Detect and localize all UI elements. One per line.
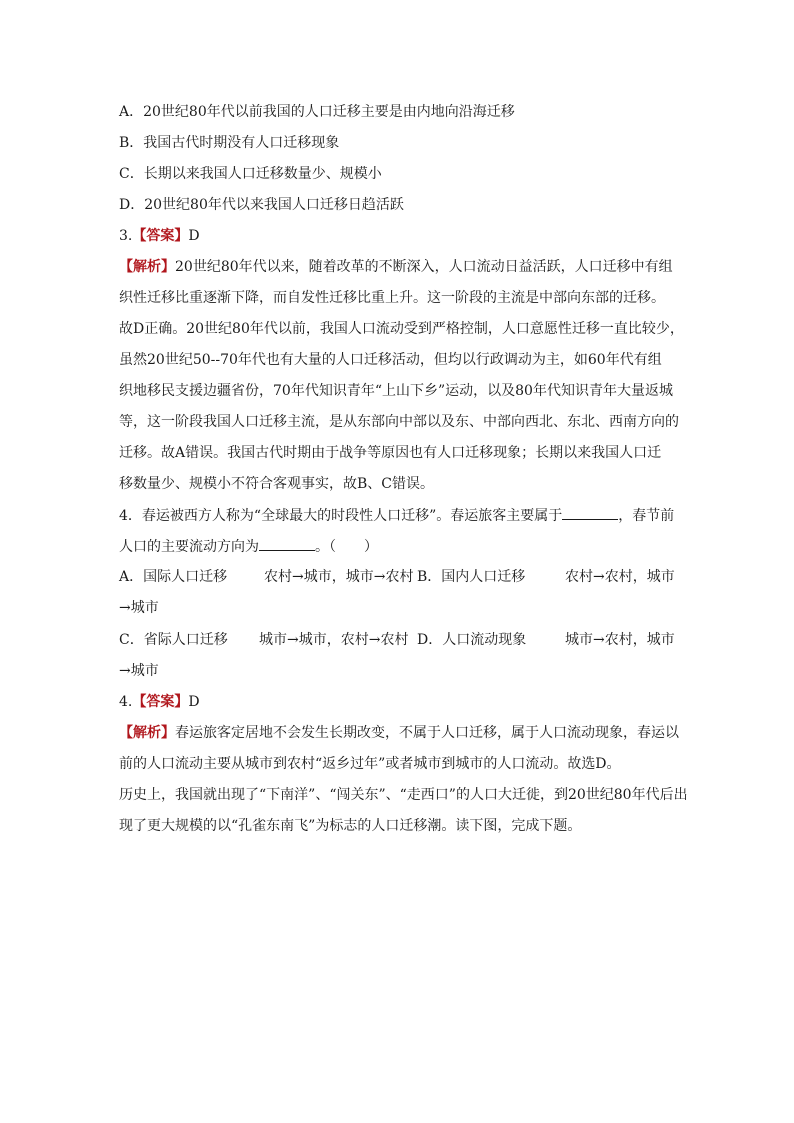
q3-option-a: A．20世纪80年代以前我国的人口迁移主要是由内地向沿海迁移 [119, 104, 515, 120]
q3-analysis-text: 20世纪80年代以来，随着改革的不断深入，人口流动日益活跃，人口迁移中有组 [175, 259, 673, 275]
q3-option-b: B．我国古代时期没有人口迁移现象 [119, 135, 340, 151]
q4-analysis-line-1 [119, 723, 679, 743]
q4-stem-text-2a: 人口的主要流动方向为 [119, 539, 259, 555]
q4-analysis-label: 【解析】 [119, 725, 175, 741]
q4-option-d-type: D．人口流动现象 [417, 632, 527, 648]
q4-option-b-type: B．国内人口迁移 [417, 569, 526, 585]
q3-analysis-line-7: 迁移。故A错误。我国古代时期由于战争等原因也有人口迁移现象；长期以来我国人口迁 [119, 445, 662, 461]
q4-stem-text-2b: 。（ ） [315, 539, 378, 555]
q3-analysis-line-6: 等，这一阶段我国人口迁移主流，是从东部向中部以及东、中部向西北、东北、西南方向的 [119, 414, 679, 430]
q3-answer [119, 226, 679, 246]
answer-blank-2 [259, 536, 315, 551]
q4-option-c-direction: 城市→城市，农村→农村 [259, 632, 409, 648]
q4-answer-label: 【答案】 [132, 694, 189, 710]
q4-answer-number: 4. [119, 694, 133, 710]
q3-analysis-line-1 [119, 257, 679, 277]
q4-answer-value: D [188, 694, 200, 710]
q3-option-c: C．长期以来我国人口迁移数量少、规模小 [119, 166, 382, 182]
q4-stem-line-1 [119, 505, 679, 526]
q3-analysis-line-5: 织地移民支援边疆省份，70年代知识青年“上山下乡”运动，以及80年代知识青年大量返城 [119, 383, 673, 399]
q4-options-row-cd [119, 630, 679, 650]
q4-option-d-wrap: →城市 [119, 663, 159, 679]
q4-options-row-ab [119, 567, 679, 587]
q4-stem-line-2 [119, 536, 679, 557]
q3-analysis-line-8: 移数量少、规模小不符合客观事实，故B、C错误。 [119, 476, 434, 492]
q4-option-d-direction: 城市→农村，城市 [565, 632, 675, 648]
q3-answer-number: 3. [119, 228, 133, 244]
answer-blank-1 [562, 505, 618, 520]
q4-option-b-wrap: →城市 [119, 600, 159, 616]
q4-analysis-text: 春运旅客定居地不会发生长期改变，不属于人口迁移，属于人口流动现象，春运以 [175, 725, 679, 741]
q3-answer-label: 【答案】 [132, 228, 189, 244]
q3-answer-value: D [188, 228, 200, 244]
q3-analysis-line-4: 虽然20世纪50--70年代也有大量的人口迁移活动，但均以行政调动为主，如60年代有组 [119, 352, 662, 368]
q4-stem-text-1a: 4．春运被西方人称为“全球最大的时段性人口迁移”。春运旅客主要属于 [119, 508, 563, 524]
q3-analysis-line-2: 织性迁移比重逐渐下降，而自发性迁移比重上升。这一阶段的主流是中部向东部的迁移。 [119, 290, 665, 306]
q4-option-a-direction: 农村→城市，城市→农村 [264, 569, 414, 585]
q3-analysis-label: 【解析】 [119, 259, 175, 275]
q4-stem-text-1b: ，春节前 [618, 508, 675, 524]
intro-line-2: 现了更大规模的以“孔雀东南飞”为标志的人口迁移潮。读下图，完成下题。 [119, 818, 582, 834]
intro-line-1: 历史上，我国就出现了“下南洋”、“闯关东”、“走西口”的人口大迁徙，到20世纪80年代后出 [119, 787, 688, 803]
q3-option-d: D．20世纪80年代以来我国人口迁移日趋活跃 [119, 197, 404, 213]
q4-option-a-type: A．国际人口迁移 [119, 569, 228, 585]
q4-answer [119, 692, 679, 712]
q4-analysis-line-2: 前的人口流动主要从城市到农村“返乡过年”或者城市到城市的人口流动。故选D。 [119, 756, 621, 772]
q3-analysis-line-3: 故D正确。20世纪80年代以前，我国人口流动受到严格控制，人口意愿性迁移一直比较少， [119, 321, 684, 337]
q4-option-b-direction: 农村→农村，城市 [565, 569, 675, 585]
q4-option-c-type: C．省际人口迁移 [119, 632, 228, 648]
